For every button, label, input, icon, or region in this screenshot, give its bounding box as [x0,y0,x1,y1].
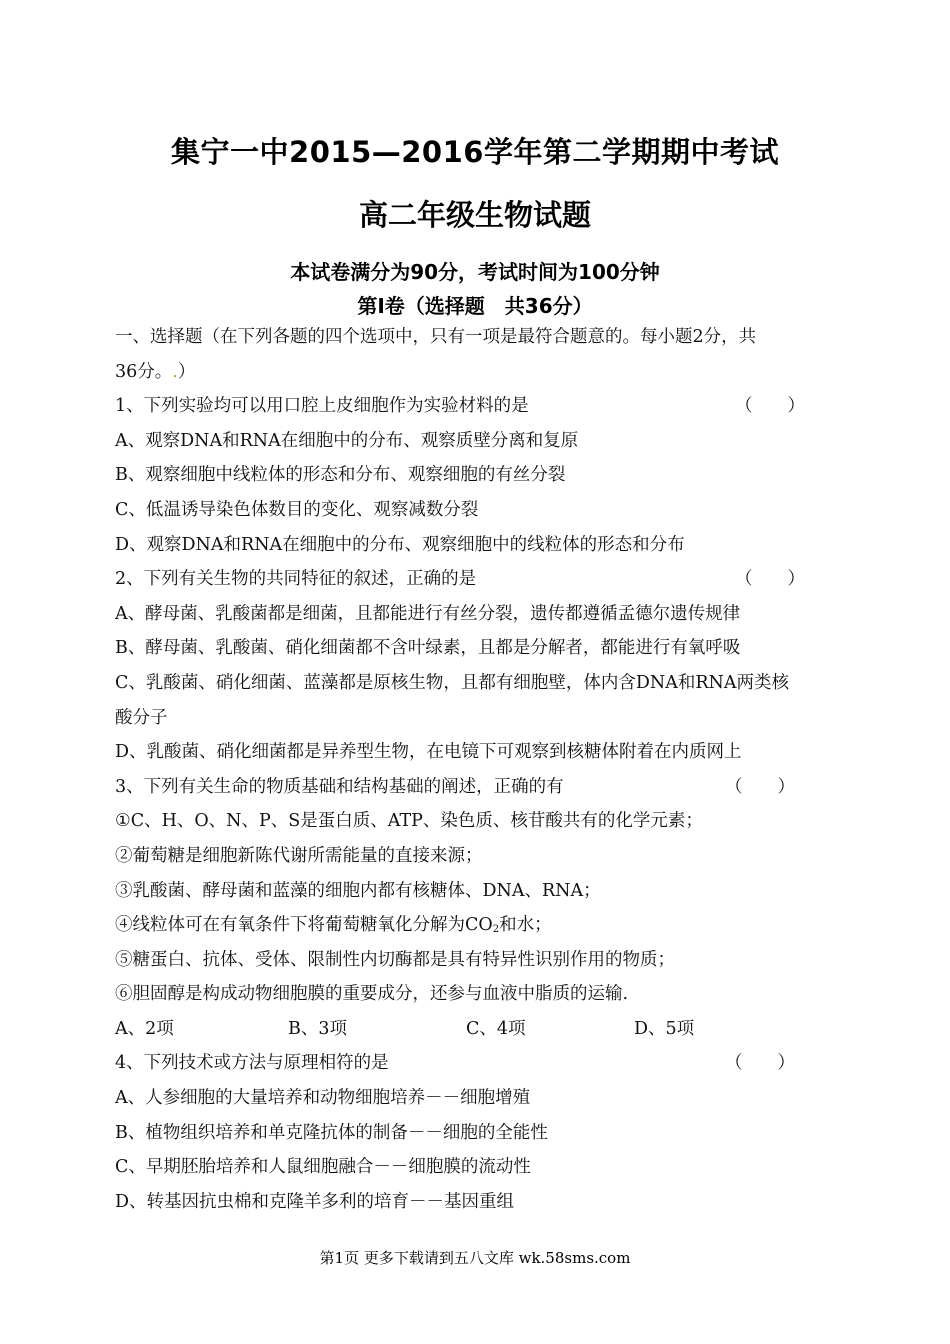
instructions-line: 一、选择题（在下列各题的四个选项中，只有一项是最符合题意的。每小题2分，共 [115,327,757,347]
option-c-continued: 酸分子 [115,707,168,728]
option-d: D、转基因抗虫棉和克隆羊多利的培育－－基因重组 [115,1191,515,1212]
question-stem [115,389,845,424]
option-a: A、酵母菌、乳酸菌都是细菌，且都能进行有丝分裂，遗传都遵循孟德尔遗传规律 [115,603,741,624]
option-b: B、3项 [288,1018,347,1039]
question-4-stem: 4、下列技术或方法与原理相符的是 [115,1053,389,1074]
section-heading: 第Ⅰ卷（选择题 共36分） [357,294,593,318]
question-stem [115,562,845,597]
question-stem [115,770,845,805]
stray-dot: . [172,361,178,382]
answer-bracket: （ ） [735,396,805,417]
statement-5: ⑤糖蛋白、抗体、受体、限制性内切酶都是具有特异性识别作用的物质； [115,949,675,970]
option-b: B、观察细胞中线粒体的形态和分布、观察细胞的有丝分裂 [115,465,566,486]
statement-6: ⑥胆固醇是构成动物细胞膜的重要成分，还参与血液中脂质的运输. [115,984,629,1005]
statement-1: ①C、H、O、N、P、S是蛋白质、ATP、染色质、核苷酸共有的化学元素； [115,811,703,832]
options-row [115,1012,845,1047]
exam-info: 本试卷满分为90分，考试时间为100分钟 [290,260,660,284]
answer-bracket: （ ） [725,1053,795,1074]
answer-bracket: （ ） [735,569,805,590]
statement-3: ③乳酸菌、酵母菌和蓝藻的细胞内都有核糖体、DNA、RNA； [115,880,601,901]
page-footer: 第1页 更多下载请到五八文库 wk.58sms.com [319,1249,631,1267]
option-d: D、乳酸菌、硝化细菌都是异养型生物，在电镜下可观察到核糖体附着在内质网上 [115,742,742,763]
exam-body [115,320,845,1219]
option-b: B、植物组织培养和单克隆抗体的制备－－细胞的全能性 [115,1122,548,1143]
subscript: 2 [492,924,500,936]
instructions-line [115,355,845,390]
instructions-text: ） [177,361,196,382]
answer-bracket: （ ） [725,776,795,797]
statement-4 [115,908,845,943]
option-b: B、酵母菌、乳酸菌、硝化细菌都不含叶绿素，且都是分解者，都能进行有氧呼吸 [115,638,741,659]
option-a: A、人参细胞的大量培养和动物细胞培养－－细胞增殖 [115,1088,531,1109]
exam-title: 集宁一中2015—2016学年第二学期期中考试 [171,135,779,169]
question-1-stem: 1、下列实验均可以用口腔上皮细胞作为实验材料的是 [115,396,529,417]
instructions-text: 36分。 [115,361,173,382]
option-c: C、乳酸菌、硝化细菌、蓝藻都是原核生物，且都有细胞壁，体内含DNA和RNA两类核 [115,672,789,693]
question-3-stem: 3、下列有关生命的物质基础和结构基础的阐述，正确的有 [115,776,564,797]
statement-4-text: ④线粒体可在有氧条件下将葡萄糖氧化分解为CO [115,915,493,936]
question-2-stem: 2、下列有关生物的共同特征的叙述，正确的是 [115,569,477,590]
statement-2: ②葡萄糖是细胞新陈代谢所需能量的直接来源； [115,845,483,866]
option-c: C、4项 [466,1018,526,1039]
question-stem [115,1046,845,1081]
exam-subtitle: 高二年级生物试题 [358,198,591,232]
option-d: D、观察DNA和RNA在细胞中的分布、观察细胞中的线粒体的形态和分布 [115,534,685,555]
option-a: A、观察DNA和RNA在细胞中的分布、观察质壁分离和复原 [115,430,579,451]
statement-4-text: 和水； [499,915,552,936]
option-c: C、早期胚胎培养和人鼠细胞融合－－细胞膜的流动性 [115,1157,531,1178]
option-c: C、低温诱导染色体数目的变化、观察减数分裂 [115,499,479,520]
option-a: A、2项 [115,1018,174,1039]
option-d: D、5项 [634,1018,695,1039]
